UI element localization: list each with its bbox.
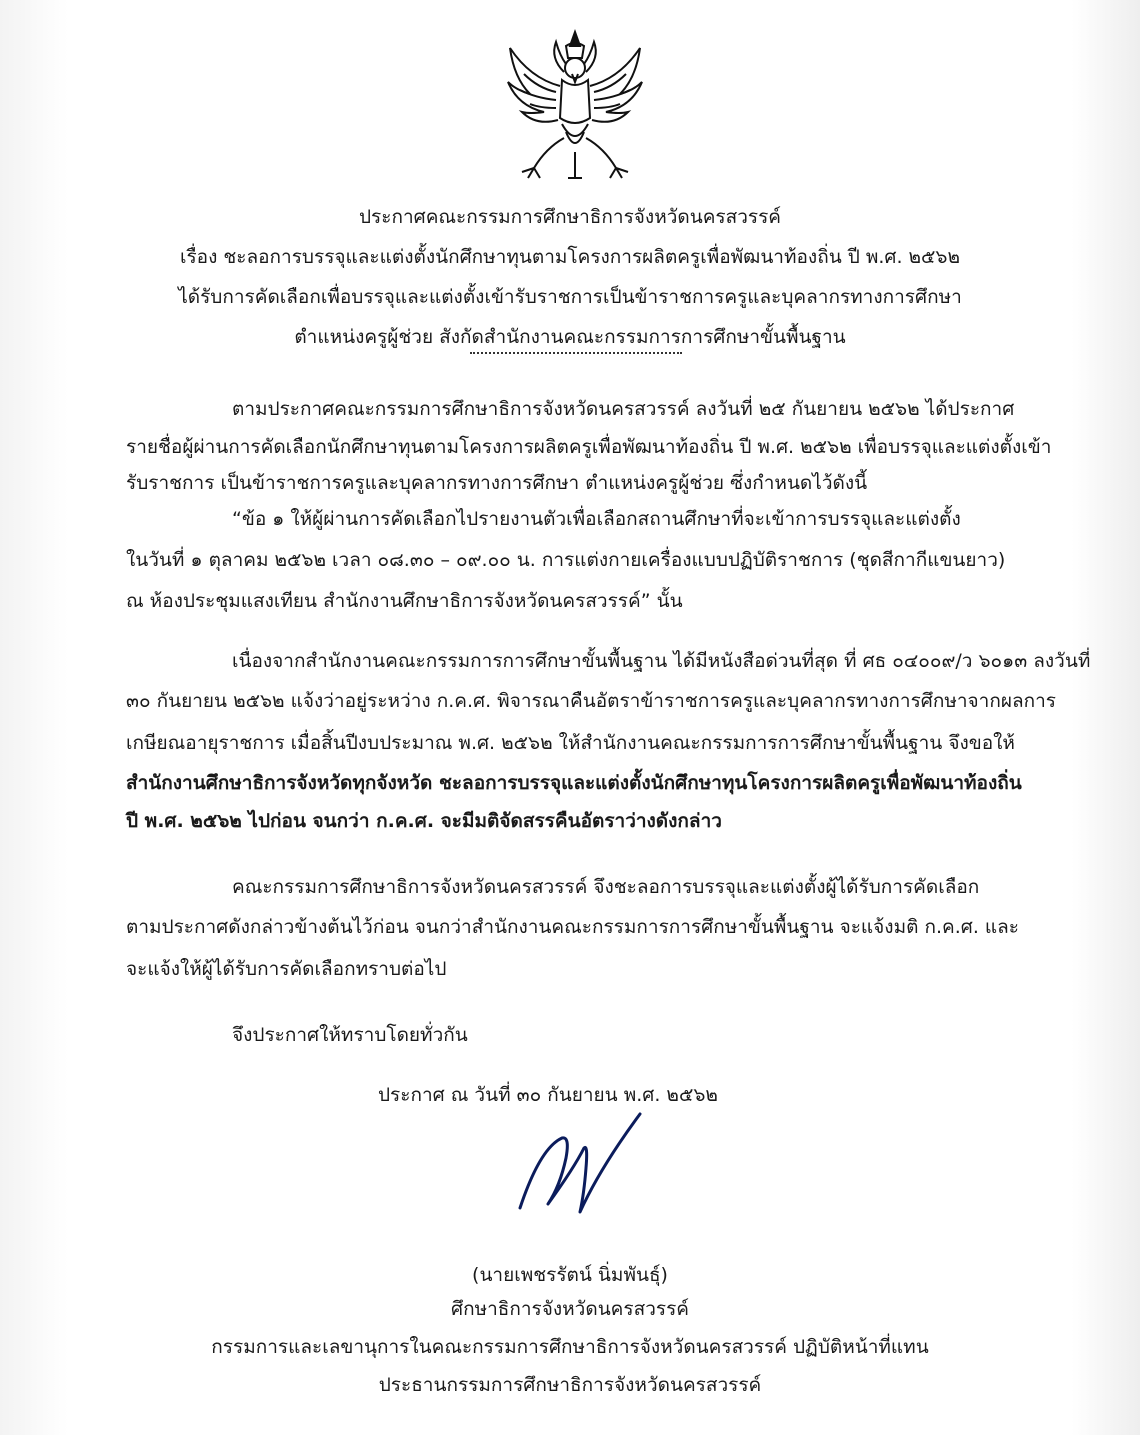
garuda-emblem-icon [500, 28, 650, 188]
paragraph-2-line-2: ๓๐ กันยายน ๒๕๖๒ แจ้งว่าอยู่ระหว่าง ก.ค.ศ. พิจารณาคืนอัตราข้าราชการครูและบุคลากรทางการศึกษาจากผลการ [126, 690, 1056, 712]
paragraph-3-line-1: คณะกรรมการศึกษาธิการจังหวัดนครสวรรค์ จึงชะลอการบรรจุและแต่งตั้งผู้ได้รับการคัดเลือก [232, 876, 980, 898]
paragraph-3-line-3: จะแจ้งให้ผู้ได้รับการคัดเลือกทราบต่อไป [126, 958, 447, 980]
signatory-position-2: กรรมการและเลขานุการในคณะกรรมการศึกษาธิการจังหวัดนครสวรรค์ ปฏิบัติหน้าที่แทน [211, 1336, 929, 1358]
signatory-position-1: ศึกษาธิการจังหวัดนครสวรรค์ [451, 1298, 689, 1320]
paragraph-2-line-4: สำนักงานศึกษาธิการจังหวัดทุกจังหวัด ชะลอการบรรจุและแต่งตั้งนักศึกษาทุนโครงการผลิตครูเพื่อพัฒนาท้องถิ่น [126, 772, 1022, 794]
paragraph-1-line-2: รายชื่อผู้ผ่านการคัดเลือกนักศึกษาทุนตามโครงการผลิตครูเพื่อพัฒนาท้องถิ่น ปี พ.ศ. ๒๕๖๒ เพื่อบรรจุและแต่งตั้งเข้า [126, 436, 1052, 458]
quote-line-2: ในวันที่ ๑ ตุลาคม ๒๕๖๒ เวลา ๐๘.๓๐ – ๐๙.๐๐ น. การแต่งกายเครื่องแบบปฏิบัติราชการ (ชุดสีกากีแขนยาว) [126, 549, 1006, 571]
paragraph-3-line-2: ตามประกาศดังกล่าวข้างต้นไว้ก่อน จนกว่าสำนักงานคณะกรรมการการศึกษาขั้นพื้นฐาน จะแจ้งมติ ก.ค.ศ. และ [126, 916, 1020, 938]
paragraph-2-line-3: เกษียณอายุราชการ เมื่อสิ้นปีงบประมาณ พ.ศ. ๒๕๖๒ ให้สำนักงานคณะกรรมการการศึกษาขั้นพื้นฐาน จึงขอให้ [126, 732, 1015, 754]
announcement-date: ประกาศ ณ วันที่ ๓๐ กันยายน พ.ศ. ๒๕๖๒ [378, 1084, 718, 1106]
paragraph-2-line-1: เนื่องจากสำนักงานคณะกรรมการการศึกษาขั้นพื้นฐาน ได้มีหนังสือด่วนที่สุด ที่ ศธ ๐๔๐๐๙/ว ๖๐๑๓ ลงวันที่ [232, 650, 1091, 672]
subject-line-3: ตำแหน่งครูผู้ช่วย สังกัดสำนักงานคณะกรรมการการศึกษาขั้นพื้นฐาน [294, 326, 846, 348]
quote-line-3: ณ ห้องประชุมแสงเทียน สำนักงานศึกษาธิการจังหวัดนครสวรรค์” นั้น [126, 590, 683, 612]
signatory-position-3: ประธานกรรมการศึกษาธิการจังหวัดนครสวรรค์ [378, 1374, 762, 1396]
paragraph-2-line-5: ปี พ.ศ. ๒๕๖๒ ไปก่อน จนกว่า ก.ค.ศ. จะมีมติจัดสรรคืนอัตราว่างดังกล่าว [126, 810, 722, 832]
closing-statement: จึงประกาศให้ทราบโดยทั่วกัน [232, 1024, 468, 1046]
paragraph-1-line-1: ตามประกาศคณะกรรมการศึกษาธิการจังหวัดนครสวรรค์ ลงวันที่ ๒๕ กันยายน ๒๕๖๒ ได้ประกาศ [232, 398, 1015, 420]
subject-line-1: เรื่อง ชะลอการบรรจุและแต่งตั้งนักศึกษาทุนตามโครงการผลิตครูเพื่อพัฒนาท้องถิ่น ปี พ.ศ. ๒๕๖๒ [179, 246, 961, 268]
signatory-name: (นายเพชรรัตน์ นิ่มพันธุ์) [472, 1264, 668, 1286]
quote-line-1: “ข้อ ๑ ให้ผู้ผ่านการคัดเลือกไปรายงานตัวเพื่อเลือกสถานศึกษาที่จะเข้าการบรรจุและแต่งตั้ง [232, 508, 961, 530]
announcement-title: ประกาศคณะกรรมการศึกษาธิการจังหวัดนครสวรรค์ [358, 206, 782, 228]
subject-line-2: ได้รับการคัดเลือกเพื่อบรรจุและแต่งตั้งเข้ารับราชการเป็นข้าราชการครูและบุคลากรทางการศึกษา [178, 286, 962, 308]
handwritten-signature [500, 1108, 650, 1218]
paragraph-1-line-3: รับราชการ เป็นข้าราชการครูและบุคลากรทางการศึกษา ตำแหน่งครูผู้ช่วย ซึ่งกำหนดไว้ดังนี้ [126, 472, 868, 494]
dotted-divider [470, 352, 682, 354]
